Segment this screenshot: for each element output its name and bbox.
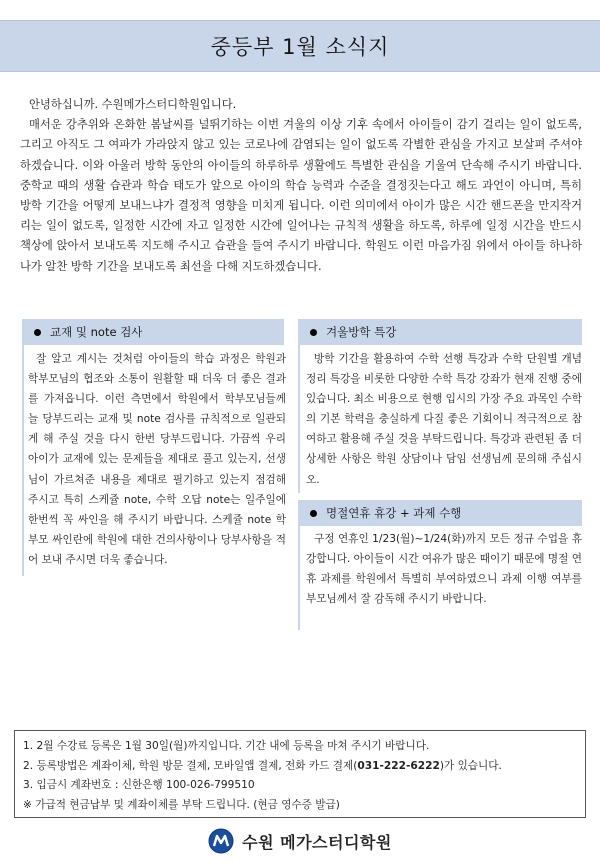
notice-line-text: )가 있습니다. [439, 759, 502, 772]
academy-name: 수원 메가스터디학원 [242, 832, 392, 852]
bullet-icon [34, 329, 41, 336]
section-heading-winter-label: 겨울방학 특강 [326, 325, 397, 339]
section-heading-textbook-label: 교재 및 note 검사 [50, 325, 143, 339]
section-body-textbook: 잘 알고 계시는 것처럼 아이들의 학습 과정은 학원과 학부모님의 협조와 소통이 원활할 때 더욱 더 좋은 결과를 가져옵니다. 이런 측면에서 학원에서 학부모님들께 늘 당부드리는 교재 및 note 검사를 규칙적으로 일관되게 해 주실 것을 다시 한번 당부드립니다. 가끔씩 우리 아이가 교재에 있는 문제들을 제대로 풀고 있는지, 선생님이 가르쳐준 내용을 제대로 필기하고 있는지 점검해 주시고 특히 스케쥴 note, 수학 오답 note는 일주일에 한번씩 꼭 싸인을 해 주시기 바랍니다. 스케쥴 note 학부모 싸인란에 학원에 대한 건의사항이나 당부사항을 적어 보내 주시면 더욱 좋습니다. [28, 353, 286, 566]
section-heading-holiday-label: 명절연휴 휴강 + 과제 수행 [326, 506, 462, 520]
notice-line-text: 2. 등록방법은 계좌이체, 학원 방문 결제, 모바일앱 결제, 전화 카드 결제( [23, 759, 358, 772]
section-divider [298, 526, 300, 630]
bullet-icon [310, 329, 317, 336]
payment-notice-box [14, 730, 586, 818]
section-divider [298, 345, 300, 493]
academy-logo [0, 826, 600, 856]
notice-line [23, 757, 577, 777]
notice-line: ※ 가급적 현금납부 및 계좌이체를 부탁 드립니다. (현금 영수증 발급) [23, 798, 340, 811]
academy-emblem-icon [208, 828, 234, 854]
section-body-holiday: 구정 연휴인 1/23(월)~1/24(화)까지 모든 정규 수업을 휴강합니다. 아이들이 시간 여유가 많은 때이기 때문에 명절 연휴 과제를 학원에서 특별히 부여하였으니 과제 이행 여부를 부모님께서 잘 감독해 주시기 바랍니다. [306, 533, 582, 606]
section-heading-winter [298, 319, 582, 345]
page-title: 중등부 1월 소식지 [210, 35, 390, 59]
section-divider [22, 345, 24, 576]
phone-number: 031-222-6222 [357, 759, 440, 772]
intro-letter [20, 95, 582, 277]
bullet-icon [310, 510, 317, 517]
notice-line: 3. 입금시 계좌번호 : 신한은행 100-026-799510 [23, 779, 255, 792]
intro-greeting: 안녕하십니까. 수원메가스터디학원입니다. [29, 98, 237, 111]
section-heading-textbook [22, 319, 284, 345]
section-heading-holiday [298, 500, 582, 526]
intro-body: 매서운 강추위와 온화한 봄날씨를 널뛰기하는 이번 겨울의 이상 기후 속에서 아이들이 감기 걸리는 일이 없도록, 그리고 아직도 그 여파가 가라앉지 않고 있는 코로나에 감염되는 일이 없도록 각별한 관심을 가지고 보살펴 주셔야 하겠습니다. 이와 아울러 방학 동안의 아이들의 하루하루 생활에도 특별한 관심을 기울여 단속해 주시기 바랍니다. 중학교 때의 생활 습관과 학습 태도가 앞으로 아이의 학습 능력과 수준을 결정짓는다고 해도 과언이 아니며, 특히 방학 기간을 어떻게 보내느냐가 결정적 영향을 미치게 됩니다. 이런 의미에서 아이가 많은 시간 핸드폰을 만지작거리는 일이 없도록, 일정한 시간에 자고 일정한 시간에 일어나는 규칙적 생활을 하도록, 하루에 일정 시간을 반드시 책상에 앉아서 보내도록 지도해 주시고 습관을 들여 주시기 바랍니다. 학원도 이런 마음가짐 위에서 아이들 하나하나가 알찬 방학 기간을 보내도록 최선을 다해 지도하겠습니다. [20, 118, 582, 273]
notice-line: 1. 2월 수강료 등록은 1월 30일(월)까지입니다. 기간 내에 등록을 마쳐 주시기 바랍니다. [23, 740, 430, 752]
section-body-winter: 방학 기간을 활용하여 수학 선행 특강과 수학 단원별 개념 정리 특강을 비롯한 다양한 수학 특강 강좌가 현재 진행 중에 있습니다. 최소 비용으로 현행 입시의 가장 주요 과목인 수학의 기본 학력을 충실하게 다질 좋은 기회이니 적극적으로 참여하고 활용해 주실 것을 부탁드립니다. 특강과 관련된 좀 더 상세한 사항은 학원 상담이나 담임 선생님께 문의해 주십시오. [306, 353, 582, 486]
title-banner [0, 20, 600, 72]
